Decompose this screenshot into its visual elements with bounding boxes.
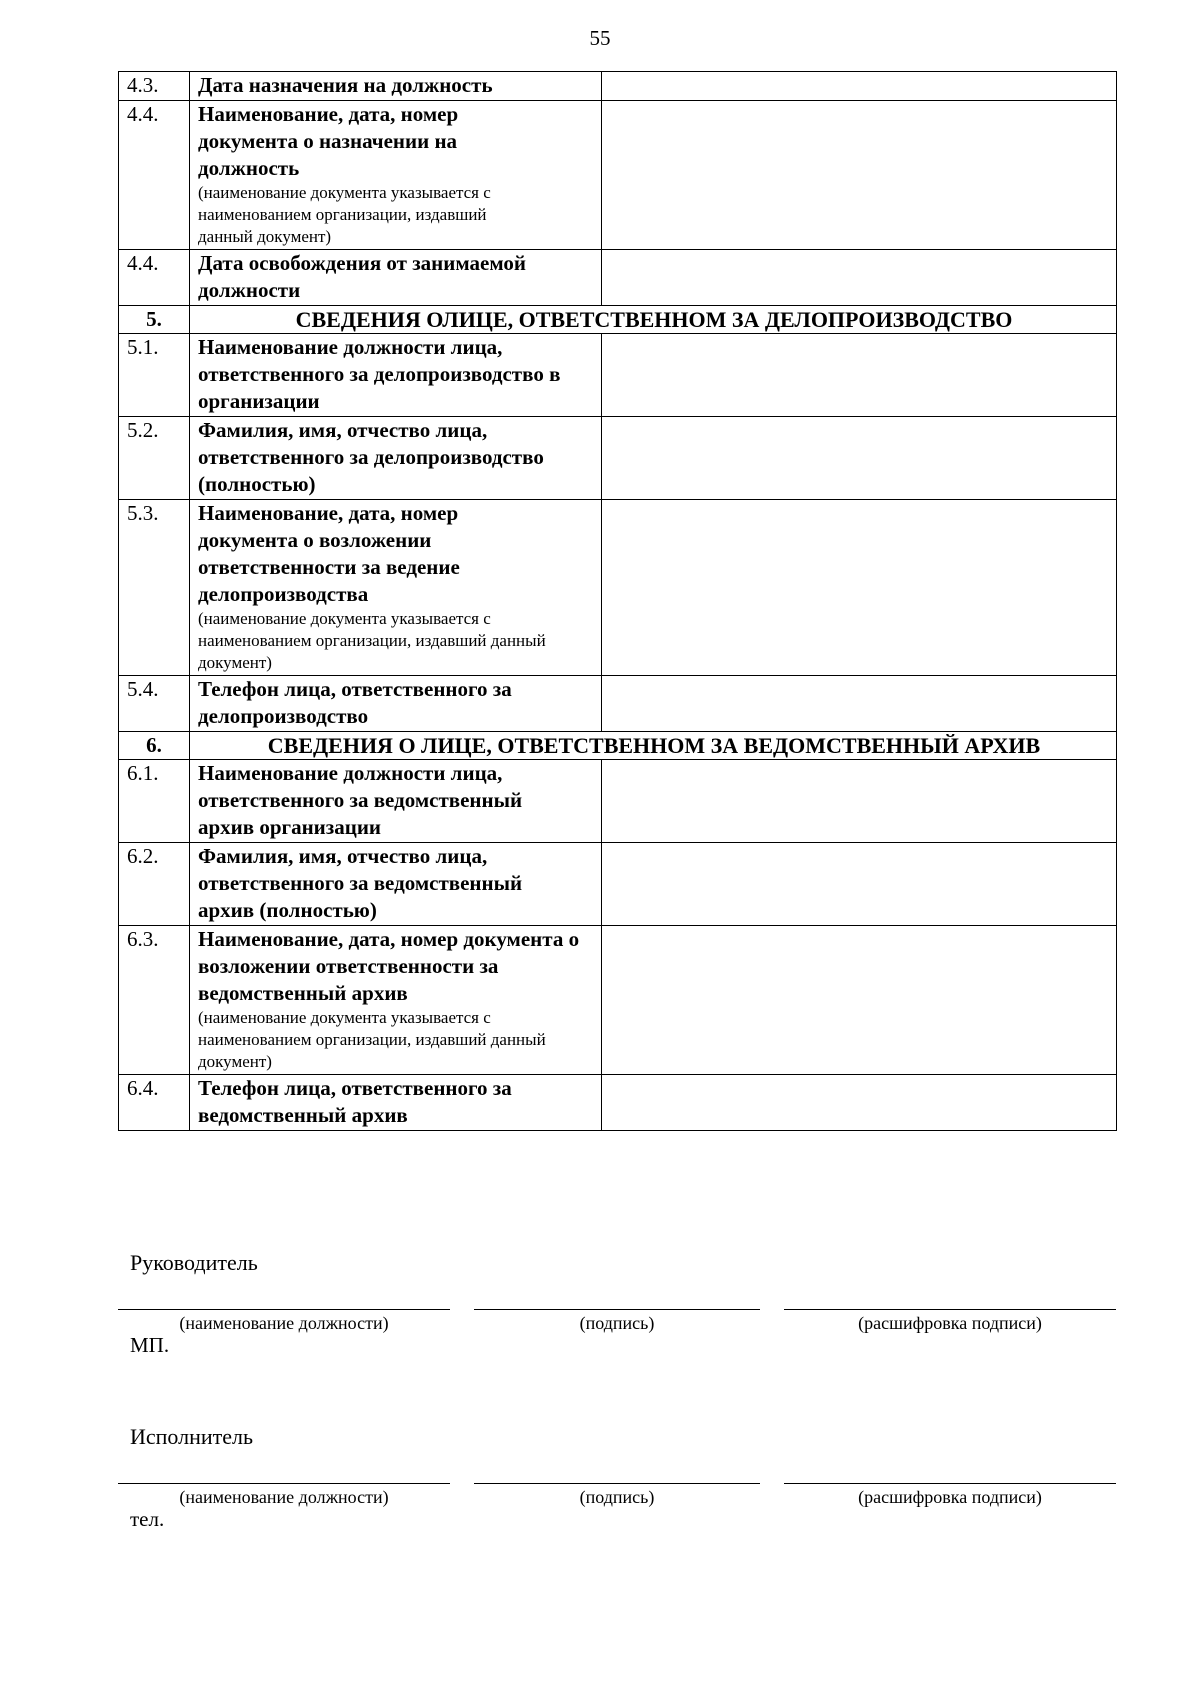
- row-value-cell[interactable]: [602, 250, 1117, 306]
- row-value-cell[interactable]: [602, 926, 1117, 1075]
- table-row: [119, 760, 1117, 843]
- section-title: СВЕДЕНИЯ О ЛИЦЕ, ОТВЕТСТВЕННОМ ЗА ВЕДОМСТВЕННЫЙ АРХИВ: [190, 732, 1117, 760]
- row-label: [190, 72, 602, 101]
- signature-title: Исполнитель: [130, 1424, 254, 1449]
- row-label: [190, 843, 602, 926]
- row-value-cell[interactable]: [602, 1075, 1117, 1131]
- table-row: [119, 334, 1117, 417]
- table-row: [119, 1075, 1117, 1131]
- row-number: 5.2.: [119, 417, 190, 500]
- row-label: [190, 760, 602, 843]
- signature-title: Руководитель: [130, 1250, 258, 1275]
- row-value-cell[interactable]: [602, 72, 1117, 101]
- row-label-text: Наименование должности лица, ответственного за ведомственный архив организации: [198, 761, 523, 839]
- row-number: 4.4.: [119, 250, 190, 306]
- section-header: [119, 732, 1117, 760]
- row-number: 4.3.: [119, 72, 190, 101]
- row-label-text: Фамилия, имя, отчество лица, ответственного за делопроизводство (полностью): [198, 418, 544, 496]
- row-label-text: Телефон лица, ответственного за ведомственный архив: [198, 1076, 512, 1127]
- decoding-caption: (расшифровка подписи): [858, 1487, 1042, 1507]
- signature-line[interactable]: [474, 1309, 760, 1310]
- signature-caption: (подпись): [579, 1487, 655, 1507]
- table-row: [119, 250, 1117, 306]
- page-number: 55: [589, 26, 611, 50]
- row-note: (наименование документа указывается с наименованием организации, издавший данный документ): [198, 183, 491, 246]
- position-line[interactable]: [118, 1309, 450, 1310]
- table-row: [119, 926, 1117, 1075]
- row-value-cell[interactable]: [602, 101, 1117, 250]
- row-number: 5.3.: [119, 500, 190, 676]
- position-caption: (наименование должности): [179, 1313, 389, 1333]
- row-number: 5.1.: [119, 334, 190, 417]
- position-line[interactable]: [118, 1483, 450, 1484]
- row-label-text: Телефон лица, ответственного за делопроизводство: [198, 677, 512, 728]
- row-value-cell[interactable]: [602, 676, 1117, 732]
- table-row: [119, 417, 1117, 500]
- row-label: [190, 334, 602, 417]
- row-number: 6.3.: [119, 926, 190, 1075]
- row-label: [190, 417, 602, 500]
- position-caption: (наименование должности): [179, 1487, 389, 1507]
- row-label-text: Наименование должности лица, ответственного за делопроизводство в организации: [198, 335, 561, 413]
- row-value-cell[interactable]: [602, 843, 1117, 926]
- row-number: 6.4.: [119, 1075, 190, 1131]
- decoding-caption: (расшифровка подписи): [858, 1313, 1042, 1333]
- table-row: [119, 72, 1117, 101]
- row-label: [190, 500, 602, 676]
- phone-label: тел.: [130, 1507, 165, 1531]
- signature-line[interactable]: [474, 1483, 760, 1484]
- row-value-cell[interactable]: [602, 760, 1117, 843]
- row-label: [190, 1075, 602, 1131]
- table-row: [119, 500, 1117, 676]
- stamp-label: МП.: [130, 1333, 170, 1357]
- row-value-cell[interactable]: [602, 417, 1117, 500]
- row-note: (наименование документа указывается с наименованием организации, издавший данный документ): [198, 1008, 546, 1071]
- row-label: [190, 250, 602, 306]
- row-number: 6.2.: [119, 843, 190, 926]
- row-value-cell[interactable]: [602, 500, 1117, 676]
- section-header: [119, 306, 1117, 334]
- table-row: [119, 101, 1117, 250]
- row-label-text: Наименование, дата, номер документа о назначении на должность: [198, 102, 459, 180]
- row-number: 4.4.: [119, 101, 190, 250]
- decoding-line[interactable]: [784, 1309, 1116, 1310]
- decoding-line[interactable]: [784, 1483, 1116, 1484]
- form-table: [118, 71, 1117, 1131]
- section-title: СВЕДЕНИЯ ОЛИЦЕ, ОТВЕТСТВЕННОМ ЗА ДЕЛОПРОИЗВОДСТВО: [190, 306, 1117, 334]
- table-row: [119, 843, 1117, 926]
- row-note: (наименование документа указывается с наименованием организации, издавший данный документ): [198, 609, 546, 672]
- signature-caption: (подпись): [579, 1313, 655, 1333]
- row-label-text: Дата назначения на должность: [198, 73, 493, 97]
- row-number: 6.1.: [119, 760, 190, 843]
- row-label-text: Наименование, дата, номер документа о возложении ответственности за ведение делопроизводства: [198, 501, 460, 606]
- row-number: 5.4.: [119, 676, 190, 732]
- section-number: 6.: [119, 732, 190, 760]
- section-number: 5.: [119, 306, 190, 334]
- row-value-cell[interactable]: [602, 334, 1117, 417]
- row-label-text: Дата освобождения от занимаемой должности: [198, 251, 526, 302]
- row-label: [190, 926, 602, 1075]
- row-label: [190, 676, 602, 732]
- row-label: [190, 101, 602, 250]
- table-row: [119, 676, 1117, 732]
- row-label-text: Фамилия, имя, отчество лица, ответственного за ведомственный архив (полностью): [198, 844, 523, 922]
- row-label-text: Наименование, дата, номер документа о возложении ответственности за ведомственный архив: [198, 927, 580, 1005]
